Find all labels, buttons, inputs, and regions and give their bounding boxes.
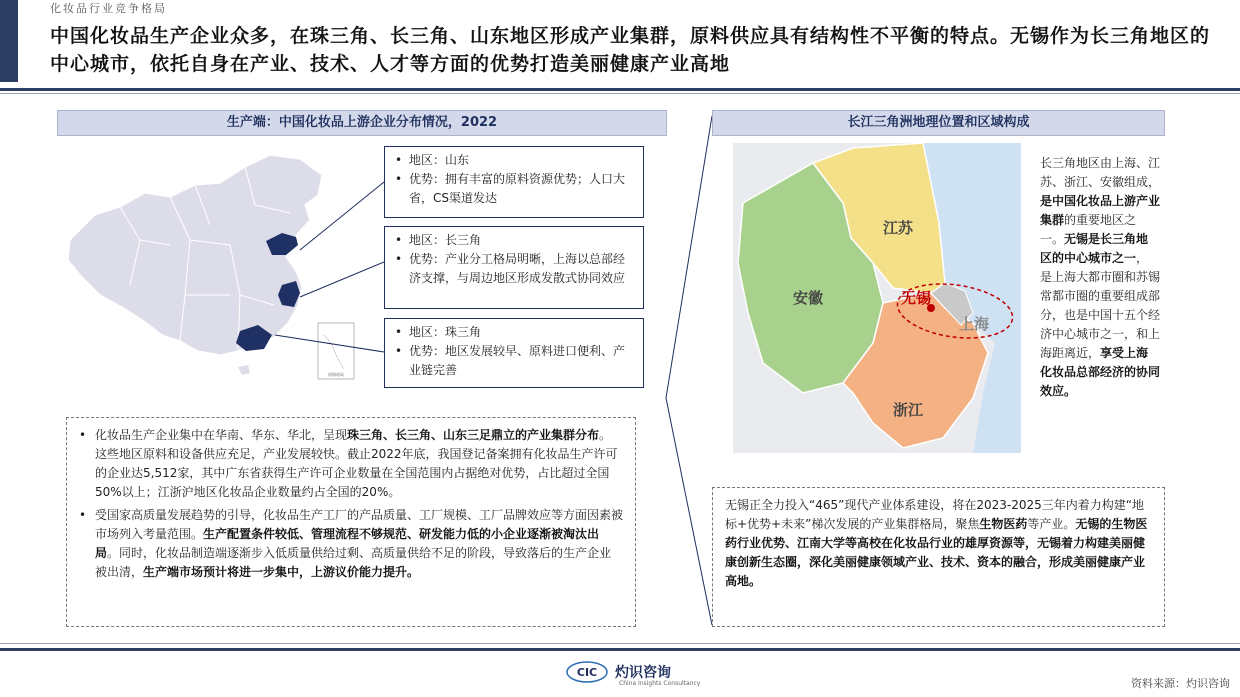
callout-advantage: 优势：拥有丰富的原料资源优势；人口大省，CS渠道发达 (409, 172, 626, 205)
cic-logo-mark (565, 660, 609, 684)
south-sea-inset-label: 南海诸岛 (328, 372, 344, 377)
header-accent-bar (0, 0, 18, 82)
bullet-item: • 化妆品生产企业集中在华南、华东、华北，呈现珠三角、长三角、山东三足鼎立的产业集群分布。这些地区原料和设备供应充足，产业发展较快。截止2022年底，我国登记备案拥有化妆品生产许可的企业达5,512家，其中广东省获得生产许可企业数量在全国范围内占据绝对优势，占比超过全国50%以上；江浙沪地区化妆品企业数量约占全国的20%。 (79, 428, 618, 499)
map-label-zhejiang: 浙江 (893, 401, 924, 419)
footer-divider (0, 648, 1240, 651)
bullet-item: • 受国家高质量发展趋势的引导，化妆品生产工厂的产品质量、工厂规模、工厂品牌效应等方面因素被市场列入考量范围。生产配置条件较低、管理流程不够规范、研发能力低的小企业逐渐被淘汰出局。同时，化妆品制造端逐渐步入低质量供给过剩、高质量供给不足的阶段，导致落后的生产企业被出清，生产端市场预计将进一步集中，上游议价能力提升。 (79, 508, 624, 579)
map-label-anhui: 安徽 (793, 289, 824, 307)
section-tab-label: 化妆品行业竞争格局 (50, 2, 167, 15)
callout-advantage: 优势：产业分工格局明晰，上海以总部经济支撑，与周边地区形成发散式协同效应 (409, 252, 626, 285)
map-label-wuxi: 无锡 (901, 289, 932, 307)
callout-pearl-delta: • 地区：珠三角 • 优势：地区发展较早、原料进口便利、产业链完善 (384, 318, 644, 388)
callout-region: 地区：山东 (409, 153, 470, 167)
china-map (60, 145, 380, 385)
south-sea-inset (318, 323, 354, 379)
map-label-shanghai: 上海 (959, 315, 990, 333)
callout-region: 地区：长三角 (409, 233, 482, 247)
left-bullet-box (66, 417, 636, 627)
callout-advantage: 优势：地区发展较早、原料进口便利、产业链完善 (409, 344, 626, 377)
left-section-title: 生产端：中国化妆品上游企业分布情况，2022 (57, 110, 667, 136)
cic-logo (565, 660, 701, 687)
wuxi-industry-box: 无锡正全力投入“465”现代产业体系建设，将在2023-2025三年内着力构建“地标+优势+未来”梯次发展的产业集群格局，聚焦生物医药等产业。无锡的生物医药行业优势、江南大学等高校在化妆品行业的雄厚资源等，无锡着力构建美丽健康创新生态圈，深化美丽健康领域产业、技术、资本的融合，形成美丽健康产业高地。 (712, 487, 1165, 627)
yangtze-delta-description: 长三角地区由上海、江苏、浙江、安徽组成，是中国化妆品上游产业集群的重要地区之一。无锡是长三角地区的中心城市之一，是上海大都市圈和苏锡常都市圈的重要组成部分，也是中国十五个经济中心城市之一，和上海距离近，享受上海化妆品总部经济的协同效应。 (1040, 156, 1161, 398)
svg-text:CIC: CIC (576, 666, 598, 679)
callout-region: 地区：珠三角 (409, 325, 482, 339)
header-divider (0, 88, 1240, 91)
yangtze-delta-map (733, 143, 1021, 453)
page-headline: 中国化妆品生产企业众多，在珠三角、长三角、山东地区形成产业集群，原料供应具有结构性不平衡的特点。无锡作为长三角地区的中心城市，依托自身在产业、技术、人才等方面的优势打造美丽健康产业高地 (50, 25, 1211, 75)
logo-cn-name: 灼识咨询 (615, 665, 671, 681)
right-section-title: 长江三角洲地理位置和区域构成 (712, 110, 1165, 136)
source-note: 资料来源：灼识咨询 (1131, 677, 1230, 690)
callout-yangtze-delta: • 地区：长三角 • 优势：产业分工格局明晰，上海以总部经济支撑，与周边地区形成发散式协同效应 (384, 226, 644, 309)
header-divider-thin (0, 93, 1240, 94)
callout-shandong: • 地区：山东 • 优势：拥有丰富的原料资源优势；人口大省，CS渠道发达 (384, 146, 644, 218)
logo-en-name: China Insights Consultancy (619, 680, 701, 687)
hainan-island (238, 365, 250, 375)
footer-divider-thin (0, 643, 1240, 644)
map-label-jiangsu: 江苏 (883, 219, 914, 237)
